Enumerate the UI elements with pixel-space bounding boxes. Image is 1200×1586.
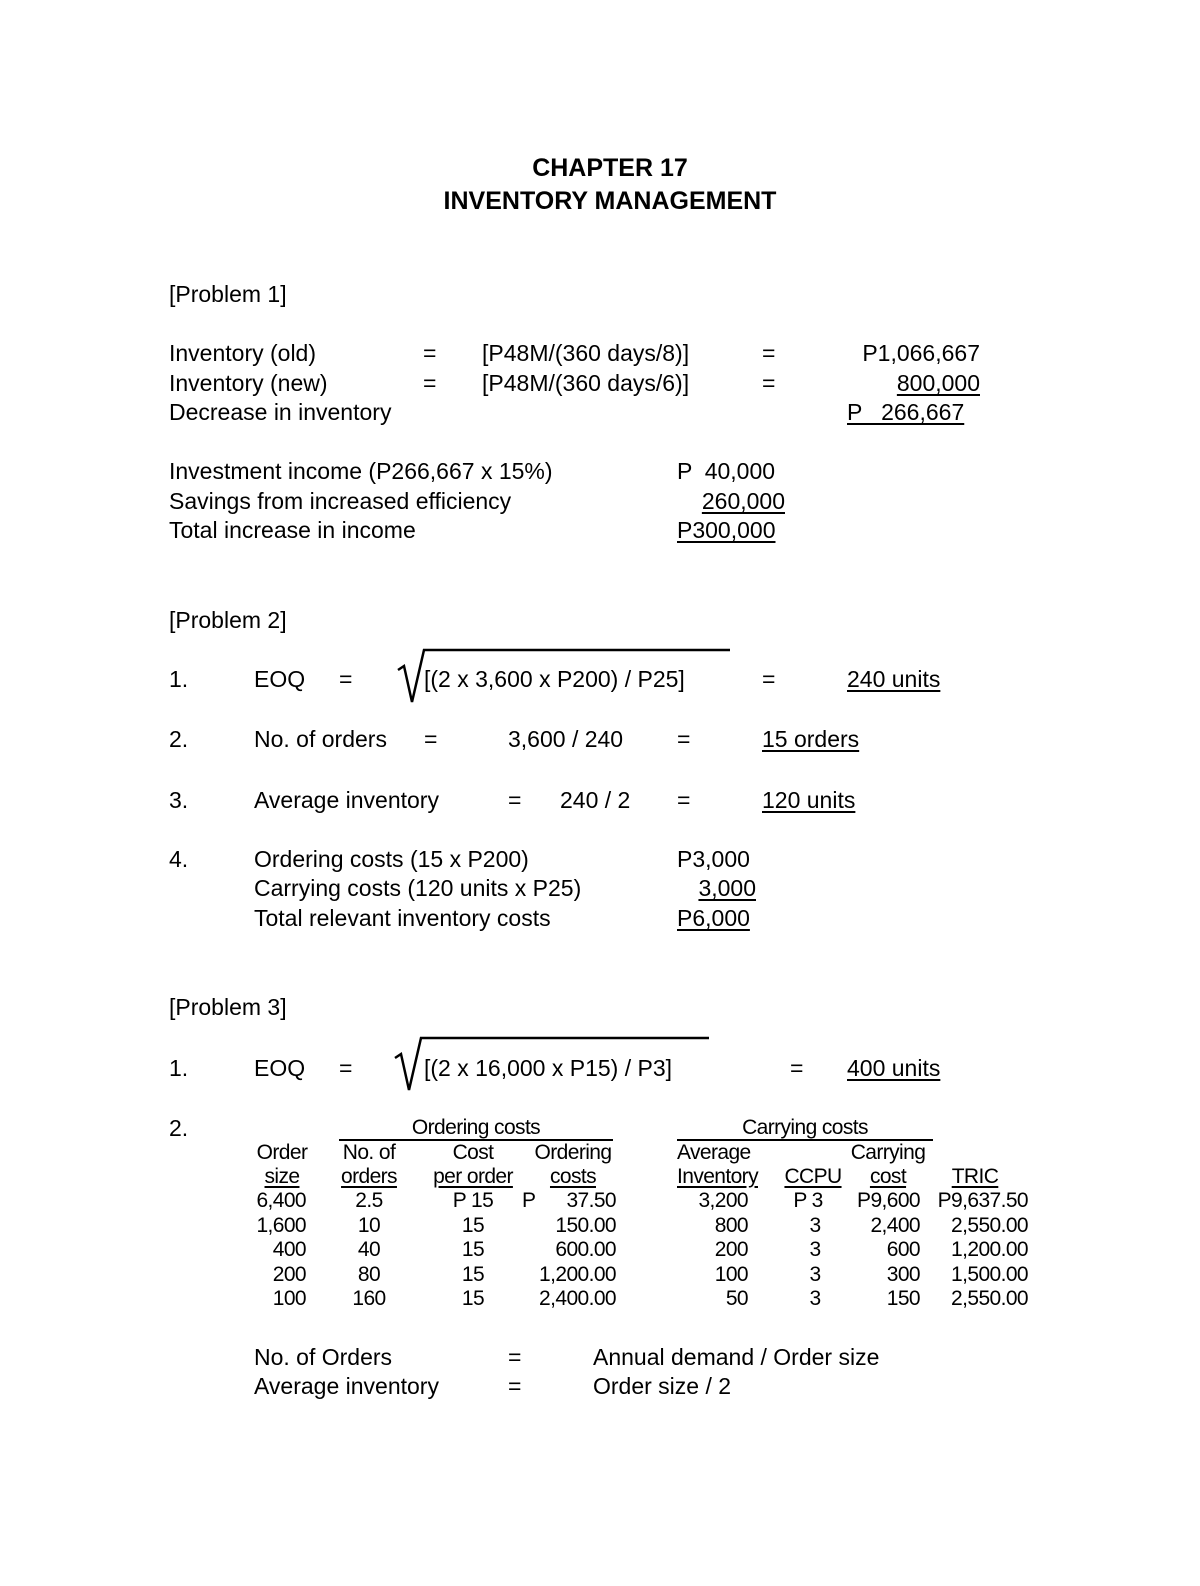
p2-orders-equals: = (424, 726, 438, 752)
table-cell: 1,600 (256, 1214, 306, 1237)
col-order-size-header-1: Order (256, 1141, 308, 1164)
p2-carrying-label: Carrying costs (120 units x P25) (254, 875, 582, 901)
table-cell: 3 (809, 1287, 821, 1310)
note-orders-label: No. of Orders (254, 1344, 393, 1370)
table-cell: P9,600 (857, 1189, 920, 1212)
table-cell: P (522, 1189, 536, 1212)
p2-ordering-label: Ordering costs (15 x P200) (254, 846, 529, 872)
p3-eoq-label: EOQ (254, 1055, 306, 1081)
table-cell: 150 (886, 1287, 920, 1310)
p3-eoq-formula: [(2 x 16,000 x P15) / P3] (424, 1055, 673, 1081)
p3-item-2-number: 2. (169, 1115, 189, 1141)
p2-item-2-number: 2. (169, 726, 189, 752)
p2-eoq-formula: [(2 x 3,600 x P200) / P25] (424, 666, 685, 692)
col-no-orders-header-2: orders (341, 1165, 397, 1188)
p2-avg-equals: = (508, 787, 522, 813)
investment-income-value: P 40,000 (677, 458, 776, 484)
note-avg-inventory-label: Average inventory (254, 1373, 439, 1399)
inventory-new-equals-2: = (762, 370, 776, 396)
table-cell: 2.5 (355, 1189, 383, 1212)
total-increase-label: Total increase in income (169, 517, 416, 543)
decrease-inventory-value: P 266,667 (847, 399, 965, 425)
table-cell: 15 (461, 1263, 485, 1286)
table-cell: 100 (272, 1287, 306, 1310)
table-cell: 3 (809, 1238, 821, 1261)
table-cell: 600.00 (555, 1238, 616, 1261)
p2-avg-formula: 240 / 2 (560, 787, 631, 813)
note-orders-equals: = (508, 1344, 522, 1370)
table-cell: 3 (809, 1263, 821, 1286)
inventory-old-equals: = (423, 340, 437, 366)
problem-3-heading: [Problem 3] (169, 994, 287, 1020)
p2-avg-result: 120 units (762, 787, 856, 813)
table-cell: 160 (352, 1287, 386, 1310)
table-cell: 15 (461, 1238, 485, 1261)
p3-eoq-equals: = (339, 1055, 353, 1081)
col-ccpu-header-2: CCPU (784, 1165, 842, 1188)
p2-eoq-equals: = (339, 666, 353, 692)
table-cell: 2,400.00 (539, 1287, 616, 1310)
col-ordering-costs-header-1: Ordering (534, 1141, 612, 1164)
table-cell: 3,200 (698, 1189, 748, 1212)
table-cell: 40 (357, 1238, 381, 1261)
problem-2-heading: [Problem 2] (169, 607, 287, 633)
inventory-old-label: Inventory (old) (169, 340, 317, 366)
p2-avg-label: Average inventory (254, 787, 439, 813)
table-cell: 1,200.00 (951, 1238, 1028, 1261)
inventory-old-formula: [P48M/(360 days/8)] (482, 340, 690, 366)
p3-eoq-equals-2: = (790, 1055, 804, 1081)
table-cell: 50 (725, 1287, 748, 1310)
table-cell: P 3 (793, 1189, 823, 1212)
table-cell: 400 (272, 1238, 306, 1261)
p2-ordering-value: P3,000 (677, 846, 750, 872)
carrying-costs-group-header: Carrying costs (742, 1116, 868, 1139)
chapter-subject: INVENTORY MANAGEMENT (443, 187, 777, 215)
p2-orders-result: 15 orders (762, 726, 860, 752)
table-cell: 2,550.00 (951, 1287, 1028, 1310)
col-tric-header-2: TRIC (951, 1165, 999, 1188)
p2-tric-label: Total relevant inventory costs (254, 905, 551, 931)
col-avg-inventory-header-2: Inventory (677, 1165, 758, 1188)
table-cell: 10 (357, 1214, 381, 1237)
table-cell: 80 (357, 1263, 381, 1286)
p2-carrying-value: 3,000 (698, 875, 756, 901)
inventory-old-equals-2: = (762, 340, 776, 366)
p3-item-1-number: 1. (169, 1055, 189, 1081)
table-cell: 300 (886, 1263, 920, 1286)
p2-orders-equals-2: = (677, 726, 691, 752)
table-cell: 200 (714, 1238, 748, 1261)
inventory-old-value: P1,066,667 (862, 340, 980, 366)
p2-orders-formula: 3,600 / 240 (508, 726, 624, 752)
table-cell: P9,637.50 (937, 1189, 1028, 1212)
investment-income-label: Investment income (P266,667 x 15%) (169, 458, 553, 484)
note-avg-inventory-equals: = (508, 1373, 522, 1399)
note-avg-inventory-formula: Order size / 2 (593, 1373, 732, 1399)
col-no-orders-header-1: No. of (342, 1141, 396, 1164)
table-cell: 1,200.00 (539, 1263, 616, 1286)
table-cell: 100 (714, 1263, 748, 1286)
table-cell: 600 (886, 1238, 920, 1261)
col-cost-per-order-header-2: per order (433, 1165, 513, 1188)
p3-eoq-result: 400 units (847, 1055, 941, 1081)
p2-eoq-label: EOQ (254, 666, 306, 692)
table-cell: P 15 (452, 1189, 494, 1212)
table-cell: 3 (809, 1214, 821, 1237)
table-cell: 15 (461, 1214, 485, 1237)
p2-item-3-number: 3. (169, 787, 189, 813)
inventory-new-formula: [P48M/(360 days/6)] (482, 370, 690, 396)
col-order-size-header-2: size (264, 1165, 300, 1188)
table-cell: 2,400 (870, 1214, 920, 1237)
table-cell: 15 (461, 1287, 485, 1310)
col-ordering-costs-header-2: costs (549, 1165, 596, 1188)
p2-eoq-equals-2: = (762, 666, 776, 692)
table-cell: 150.00 (555, 1214, 616, 1237)
chapter-title: CHAPTER 17 (532, 154, 688, 182)
p2-eoq-result: 240 units (847, 666, 941, 692)
inventory-new-value: 800,000 (896, 370, 980, 396)
col-cost-per-order-header-1: Cost (452, 1141, 494, 1164)
decrease-inventory-label: Decrease in inventory (169, 399, 392, 425)
inventory-new-equals: = (423, 370, 437, 396)
table-cell: 6,400 (256, 1189, 306, 1212)
p2-avg-equals-2: = (677, 787, 691, 813)
inventory-new-label: Inventory (new) (169, 370, 328, 396)
savings-value: 260,000 (701, 488, 785, 514)
p2-item-1-number: 1. (169, 666, 189, 692)
p2-item-4-number: 4. (169, 846, 189, 872)
savings-label: Savings from increased efficiency (169, 488, 512, 514)
p2-orders-label: No. of orders (254, 726, 387, 752)
table-cell: 800 (714, 1214, 748, 1237)
problem-1-heading: [Problem 1] (169, 281, 287, 307)
ordering-costs-group-header: Ordering costs (411, 1116, 541, 1139)
table-cell: 37.50 (566, 1189, 616, 1212)
col-carrying-cost-header-1: Carrying (850, 1141, 926, 1164)
note-orders-formula: Annual demand / Order size (593, 1344, 880, 1370)
col-avg-inventory-header-1: Average (677, 1141, 751, 1164)
total-increase-value: P300,000 (677, 517, 776, 543)
table-cell: 1,500.00 (951, 1263, 1028, 1286)
col-carrying-cost-header-2: cost (869, 1165, 907, 1188)
table-cell: 200 (272, 1263, 306, 1286)
table-cell: 2,550.00 (951, 1214, 1028, 1237)
p2-tric-value: P6,000 (677, 905, 750, 931)
